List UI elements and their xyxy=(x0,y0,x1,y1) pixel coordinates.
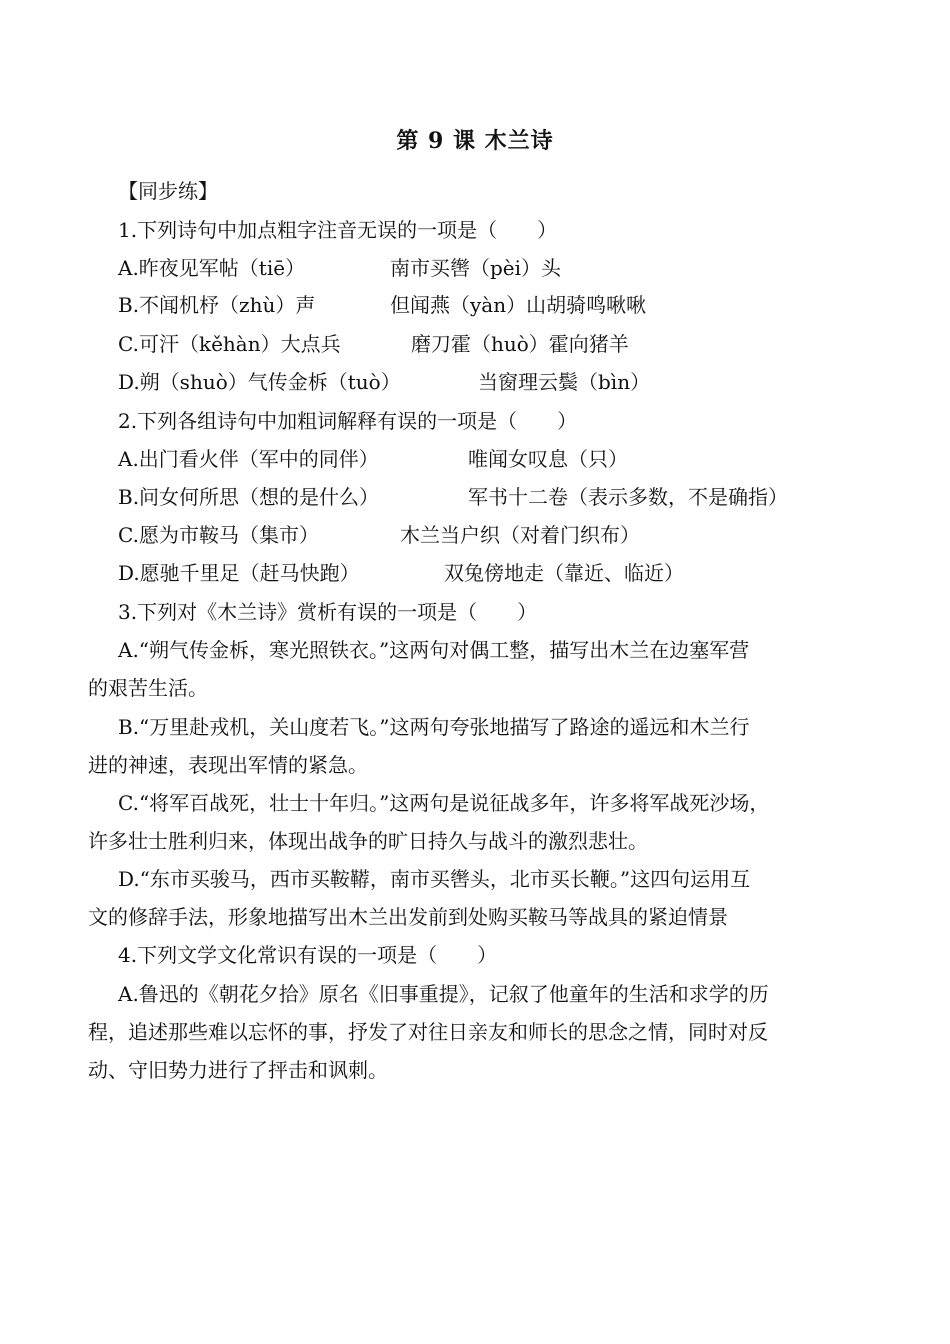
lesson-title: 第 9 课 木兰诗 xyxy=(396,128,554,154)
q1-option-d-part1: D.朔（shuò）气传金柝（tuò） xyxy=(118,370,401,394)
q2-option-b xyxy=(118,484,788,510)
q1-option-b-part2: 但闻燕（yàn）山胡骑鸣啾啾 xyxy=(390,293,647,317)
q4-option-a-line3: 动、守旧势力进行了抨击和讽刺。 xyxy=(88,1058,388,1082)
q2-option-c-part2: 木兰当户织（对着门织布） xyxy=(400,523,640,547)
q3-option-d-line2: 文的修辞手法，形象地描写出木兰出发前到处购买鞍马等战具的紧迫情景 xyxy=(88,905,728,929)
q2-stem: 2.下列各组诗句中加粗词解释有误的一项是（ ） xyxy=(118,409,578,433)
q1-option-c-part2: 磨刀霍（huò）霍向猪羊 xyxy=(411,332,629,356)
q4-stem: 4.下列文学文化常识有误的一项是（ ） xyxy=(118,943,498,967)
q1-option-b xyxy=(118,292,647,318)
q1-option-a xyxy=(118,255,562,281)
q2-option-c xyxy=(118,522,640,548)
section-heading: 【同步练】 xyxy=(118,179,218,203)
q1-option-c-part1: C.可汗（kěhàn）大点兵 xyxy=(118,332,341,356)
q3-option-a-line1: A.“朔气传金柝，寒光照铁衣。”这两句对偶工整，描写出木兰在边塞军营 xyxy=(118,638,750,662)
q4-option-a-line2: 程，追述那些难以忘怀的事，抒发了对往日亲友和师长的思念之情，同时对反 xyxy=(88,1020,768,1044)
q3-option-c-line1: C.“将军百战死，壮士十年归。”这两句是说征战多年，许多将军战死沙场， xyxy=(118,791,770,815)
q1-option-b-part1: B.不闻机杼（zhù）声 xyxy=(118,293,316,317)
q2-option-c-part1: C.愿为市鞍马（集市） xyxy=(118,523,319,547)
q2-option-b-part1: B.问女何所思（想的是什么） xyxy=(118,485,380,509)
q2-option-d-part2: 双兔傍地走（靠近、临近） xyxy=(444,561,684,585)
q2-option-a xyxy=(118,446,628,472)
q3-stem: 3.下列对《木兰诗》赏析有误的一项是（ ） xyxy=(118,600,538,624)
q1-option-a-part2: 南市买辔（pèi）头 xyxy=(390,256,562,280)
q1-option-d xyxy=(118,369,651,395)
q3-option-a-line2: 的艰苦生活。 xyxy=(88,676,208,700)
q1-stem: 1.下列诗句中加点粗字注音无误的一项是（ ） xyxy=(118,218,558,242)
q1-option-d-part2: 当窗理云鬓（bìn） xyxy=(478,370,651,394)
q2-option-a-part1: A.出门看火伴（军中的同伴） xyxy=(118,447,379,471)
q3-option-b-line1: B.“万里赴戎机，关山度若飞。”这两句夸张地描写了路途的遥远和木兰行 xyxy=(118,715,750,739)
q1-option-c xyxy=(118,331,629,357)
q3-option-d-line1: D.“东市买骏马，西市买鞍鞯，南市买辔头，北市买长鞭。”这四句运用互 xyxy=(118,867,751,891)
q2-option-a-part2: 唯闻女叹息（只） xyxy=(468,447,628,471)
q4-option-a-line1: A.鲁迅的《朝花夕拾》原名《旧事重提》，记叙了他童年的生活和求学的历 xyxy=(118,982,769,1006)
q3-option-c-line2: 许多壮士胜利归来，体现出战争的旷日持久与战斗的激烈悲壮。 xyxy=(88,829,648,853)
q3-option-b-line2: 进的神速，表现出军情的紧急。 xyxy=(88,753,368,777)
q2-option-d xyxy=(118,560,684,586)
q2-option-d-part1: D.愿驰千里足（赶马快跑） xyxy=(118,561,360,585)
q2-option-b-part2: 军书十二卷（表示多数，不是确指） xyxy=(468,485,788,509)
q1-option-a-part1: A.昨夜见军帖（tiē） xyxy=(118,256,306,280)
